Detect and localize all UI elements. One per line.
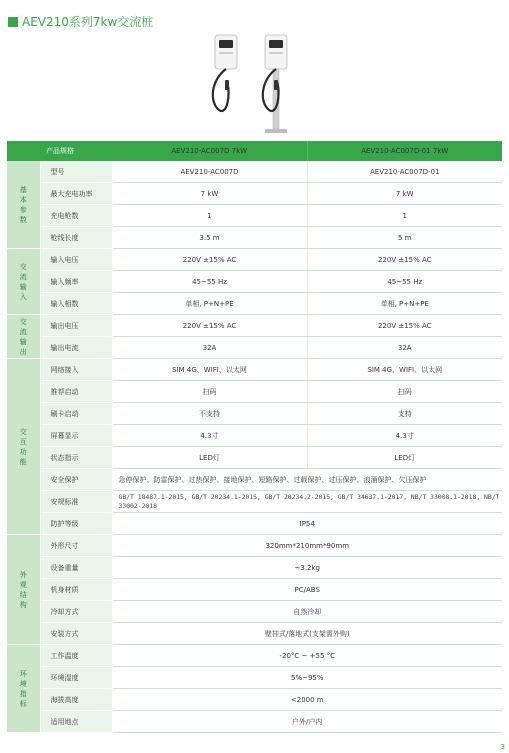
table-row: [7, 513, 502, 535]
row-value-model-b: SIM 4G、WIFI、以太网: [307, 359, 502, 381]
row-label: 适用地点: [40, 711, 112, 733]
row-label: 输入频率: [40, 271, 112, 293]
row-label: 输入相数: [40, 293, 112, 315]
row-value-model-a: 220V ±15% AC: [112, 249, 307, 271]
table-row: [7, 359, 502, 381]
table-row: [7, 337, 502, 359]
row-value-model-a: 不支持: [112, 403, 307, 425]
row-label: 刷卡启动: [40, 403, 112, 425]
category-label: 交互功能: [19, 427, 27, 466]
header-spacer: [7, 141, 40, 161]
table-row: [7, 667, 502, 689]
table-row: [7, 579, 502, 601]
table-row: [7, 227, 502, 249]
category-label: 基本参数: [19, 185, 27, 224]
table-row: [7, 623, 502, 645]
row-value-merged: GB/T 18487.1-2015, GB/T 20234.1-2015, GB/T 20234.2-2015, GB/T 34637.1-2017, NB/T 33008.1-2018, NB/T 33002-2018: [112, 491, 502, 513]
table-row: [7, 293, 502, 315]
category-cell: [7, 249, 40, 315]
page-number: 3: [500, 743, 505, 751]
category-cell: [7, 359, 40, 535]
row-label: 充电枪数: [40, 205, 112, 227]
row-label: 网络接入: [40, 359, 112, 381]
charger-floor-unit: [263, 35, 287, 133]
category-cell: [7, 315, 40, 359]
row-value-model-a: 220V ±15% AC: [112, 315, 307, 337]
table-row: [7, 601, 502, 623]
row-value-model-b: 45~55 Hz: [307, 271, 502, 293]
category-label: 交流输入: [19, 262, 27, 301]
row-label: 外形尺寸: [40, 535, 112, 557]
header-col-label: 产品规格: [40, 141, 112, 161]
row-value-model-b: 扫码: [307, 381, 502, 403]
row-label: 工作温度: [40, 645, 112, 667]
row-label: 安全保护: [40, 469, 112, 491]
header-model-b: AEV210-AC007D-01 7kW: [307, 141, 502, 161]
row-value-model-a: LED灯: [112, 447, 307, 469]
row-value-merged: 5%~95%: [112, 667, 502, 689]
row-value-model-a: 3.5 m: [112, 227, 307, 249]
table-row: [7, 205, 502, 227]
row-value-model-a: 32A: [112, 337, 307, 359]
row-value-merged: 自然冷却: [112, 601, 502, 623]
row-value-model-a: 7 kW: [112, 183, 307, 205]
category-cell: [7, 535, 40, 645]
table-row: [7, 447, 502, 469]
table-row: [7, 183, 502, 205]
row-value-merged: 户外/户内: [112, 711, 502, 733]
row-value-model-b: 220V ±15% AC: [307, 315, 502, 337]
table-row: [7, 271, 502, 293]
table-row: [7, 535, 502, 557]
category-cell: [7, 161, 40, 249]
row-label: 输入电压: [40, 249, 112, 271]
row-value-model-b: 支持: [307, 403, 502, 425]
row-label: 状态指示: [40, 447, 112, 469]
spec-table: [7, 141, 502, 733]
page-title: [8, 13, 153, 30]
row-label: 海拔高度: [40, 689, 112, 711]
category-label: 环境指标: [19, 669, 27, 708]
row-value-merged: IP54: [112, 513, 502, 535]
row-label: 型号: [40, 161, 112, 183]
row-label: 屏幕显示: [40, 425, 112, 447]
table-row: [7, 689, 502, 711]
category-cell: [7, 645, 40, 733]
row-label: 输出电流: [40, 337, 112, 359]
row-label: 最大充电功率: [40, 183, 112, 205]
table-row: [7, 469, 502, 491]
charger-wall-unit: [213, 35, 237, 111]
row-value-model-a: 45~55 Hz: [112, 271, 307, 293]
row-value-merged: 壁挂式/落地式(支架需外购): [112, 623, 502, 645]
table-row: [7, 249, 502, 271]
row-value-model-b: 32A: [307, 337, 502, 359]
spec-table-body: [7, 161, 502, 733]
title-bullet-square: [8, 17, 18, 27]
row-label: 冷却方式: [40, 601, 112, 623]
header-model-a: AEV210-AC007D 7kW: [112, 141, 307, 161]
row-value-merged: 320mm*210mm*90mm: [112, 535, 502, 557]
row-value-model-a: 4.3寸: [112, 425, 307, 447]
category-label: 外观结构: [19, 570, 27, 609]
table-row: [7, 645, 502, 667]
row-value-model-b: 7 kW: [307, 183, 502, 205]
row-value-model-b: 5 m: [307, 227, 502, 249]
table-row: [7, 491, 502, 513]
table-row: [7, 425, 502, 447]
table-row: [7, 403, 502, 425]
row-value-model-a: 1: [112, 205, 307, 227]
row-value-merged: ~3.2kg: [112, 557, 502, 579]
table-row: [7, 315, 502, 337]
row-value-model-a: SIM 4G、WIFI、以太网: [112, 359, 307, 381]
row-value-merged: <2000 m: [112, 689, 502, 711]
row-value-merged: PC/ABS: [112, 579, 502, 601]
row-label: 枪线长度: [40, 227, 112, 249]
row-label: 环境湿度: [40, 667, 112, 689]
product-image: [205, 32, 305, 137]
row-value-model-a: 扫码: [112, 381, 307, 403]
row-value-model-a: AEV210-AC007D: [112, 161, 307, 183]
table-row: [7, 161, 502, 183]
row-label: 推荐启动: [40, 381, 112, 403]
row-value-merged: -20°C ~ +55 °C: [112, 645, 502, 667]
row-label: 安规标准: [40, 491, 112, 513]
row-label: 机身材质: [40, 579, 112, 601]
table-header-row: [7, 141, 502, 161]
row-label: 安装方式: [40, 623, 112, 645]
row-value-model-b: LED灯: [307, 447, 502, 469]
row-label: 防护等级: [40, 513, 112, 535]
table-row: [7, 557, 502, 579]
row-value-model-b: AEV210-AC007D-01: [307, 161, 502, 183]
row-label: 输出电压: [40, 315, 112, 337]
row-value-model-b: 220V ±15% AC: [307, 249, 502, 271]
row-value-model-b: 4.3寸: [307, 425, 502, 447]
table-row: [7, 381, 502, 403]
category-label: 交流输出: [19, 317, 27, 356]
page-title-text: AEV210系列7kw交流桩: [22, 15, 154, 29]
table-row: [7, 711, 502, 733]
row-value-model-b: 单相, P+N+PE: [307, 293, 502, 315]
row-value-model-b: 1: [307, 205, 502, 227]
row-value-model-a: 单相, P+N+PE: [112, 293, 307, 315]
row-label: 设备重量: [40, 557, 112, 579]
row-value-merged: 急停保护、防雷保护、过热保护、接地保护、短路保护、过载保护、过压保护、浪涌保护、欠压保护: [112, 469, 502, 491]
